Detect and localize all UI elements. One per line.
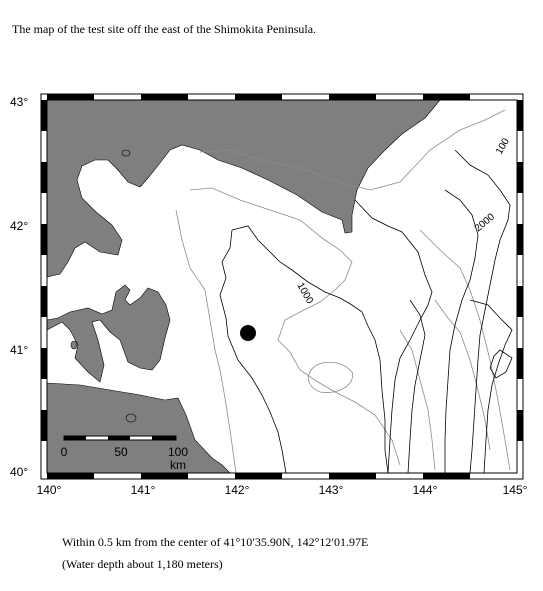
scale-label-50: 50 xyxy=(114,445,128,459)
lon-label-142: 142° xyxy=(224,483,250,497)
map-title: The map of the test site off the east of the Shimokita Peninsula. xyxy=(12,22,317,36)
lon-label-140: 140° xyxy=(36,483,62,497)
water-depth-text: (Water depth about 1,180 meters) xyxy=(62,557,223,571)
test-site-marker xyxy=(240,325,256,341)
lat-label-40: 40° xyxy=(10,465,29,479)
contour-label-100: 100 xyxy=(494,136,512,157)
lon-label-143: 143° xyxy=(318,483,344,497)
lat-label-42: 42° xyxy=(10,219,29,233)
lat-label-43: 43° xyxy=(10,95,29,109)
scale-label-100: 100 xyxy=(167,445,189,459)
site-location-text: Within 0.5 km from the center of 41°10′35.90N, 142°12′01.97E xyxy=(62,535,369,549)
lon-label-145: 145° xyxy=(502,483,528,497)
lon-label-144: 144° xyxy=(412,483,438,497)
contour-label-2000: 2000 xyxy=(472,211,497,235)
island xyxy=(71,341,77,349)
lat-label-41: 41° xyxy=(10,343,29,357)
contour-label-1000: 1000 xyxy=(294,281,316,306)
island xyxy=(126,414,136,422)
lon-label-141: 141° xyxy=(130,483,156,497)
scale-unit: km xyxy=(170,458,186,472)
island xyxy=(122,150,130,156)
scale-label-0: 0 xyxy=(60,445,68,459)
